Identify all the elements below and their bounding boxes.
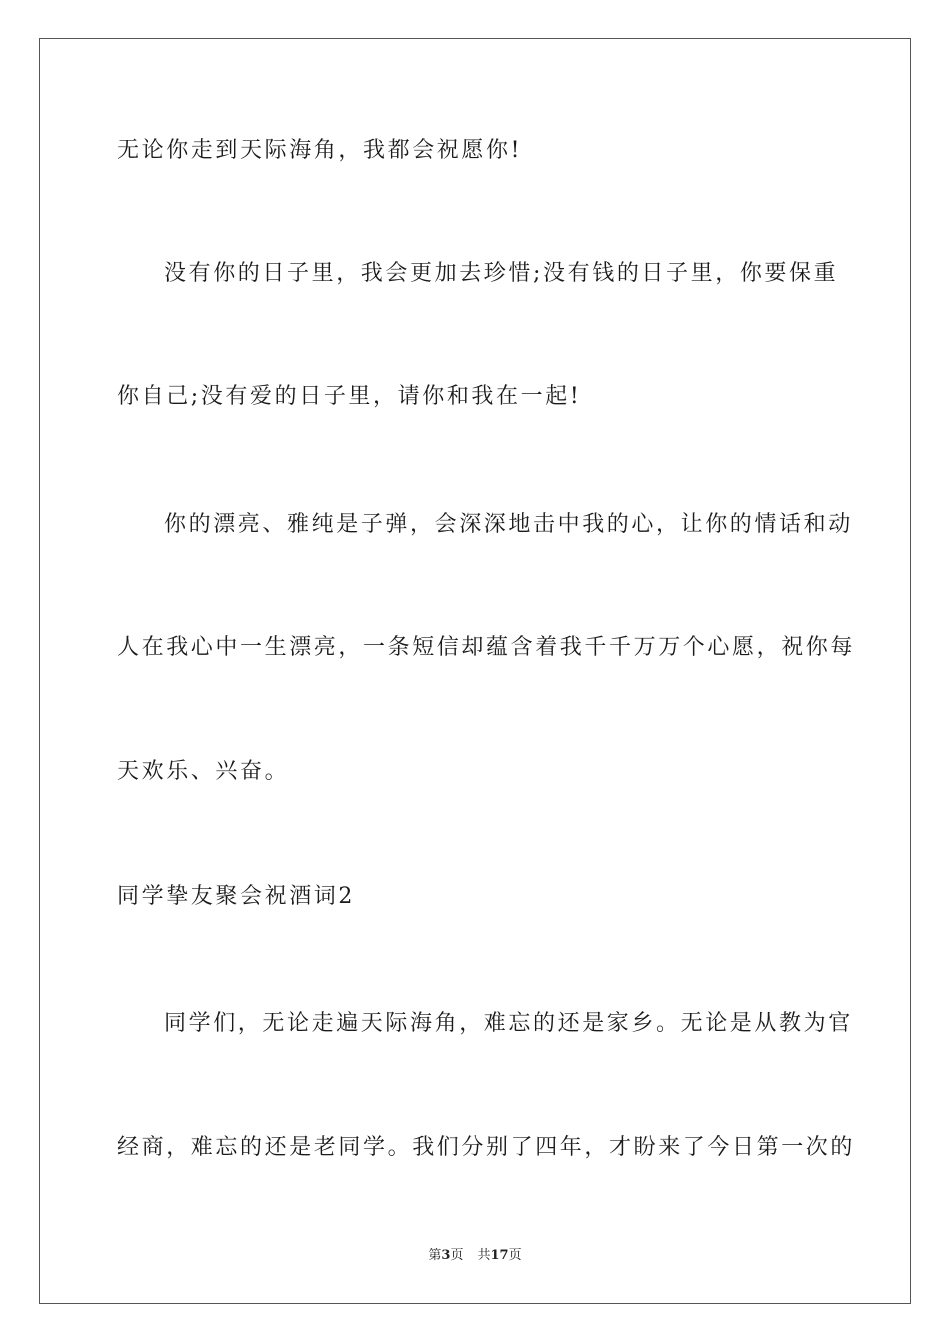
paragraph-line: 无论你走到天际海角，我都会祝愿你!: [117, 138, 523, 163]
paragraph-line: 天欢乐、兴奋。: [117, 759, 290, 784]
page-footer: [0, 1247, 950, 1265]
paragraph-line: 没有你的日子里，我会更加去珍惜;没有钱的日子里，你要保重: [164, 261, 839, 286]
paragraph-line: 人在我心中一生漂亮，一条短信却蕴含着我千千万万个心愿，祝你每: [117, 635, 856, 660]
page-frame: [39, 38, 911, 1304]
paragraph-line: 你的漂亮、雅纯是子弹，会深深地击中我的心，让你的情话和动: [164, 512, 853, 537]
paragraph-line: 同学们，无论走遍天际海角，难忘的还是家乡。无论是从教为官: [164, 1011, 853, 1036]
section-heading: 同学挚友聚会祝酒词2: [117, 884, 355, 909]
page-number-prefix: 第: [428, 1248, 442, 1263]
page-total-prefix: 共: [477, 1248, 491, 1263]
paragraph-line: 经商，难忘的还是老同学。我们分别了四年，才盼来了今日第一次的: [117, 1135, 856, 1160]
page-number-suffix: 页: [450, 1248, 464, 1263]
page-number-current: 3: [441, 1248, 451, 1263]
page-total-count: 17: [490, 1248, 509, 1263]
page-total-suffix: 页: [508, 1248, 522, 1263]
paragraph-line: 你自己;没有爱的日子里，请你和我在一起!: [117, 384, 582, 409]
